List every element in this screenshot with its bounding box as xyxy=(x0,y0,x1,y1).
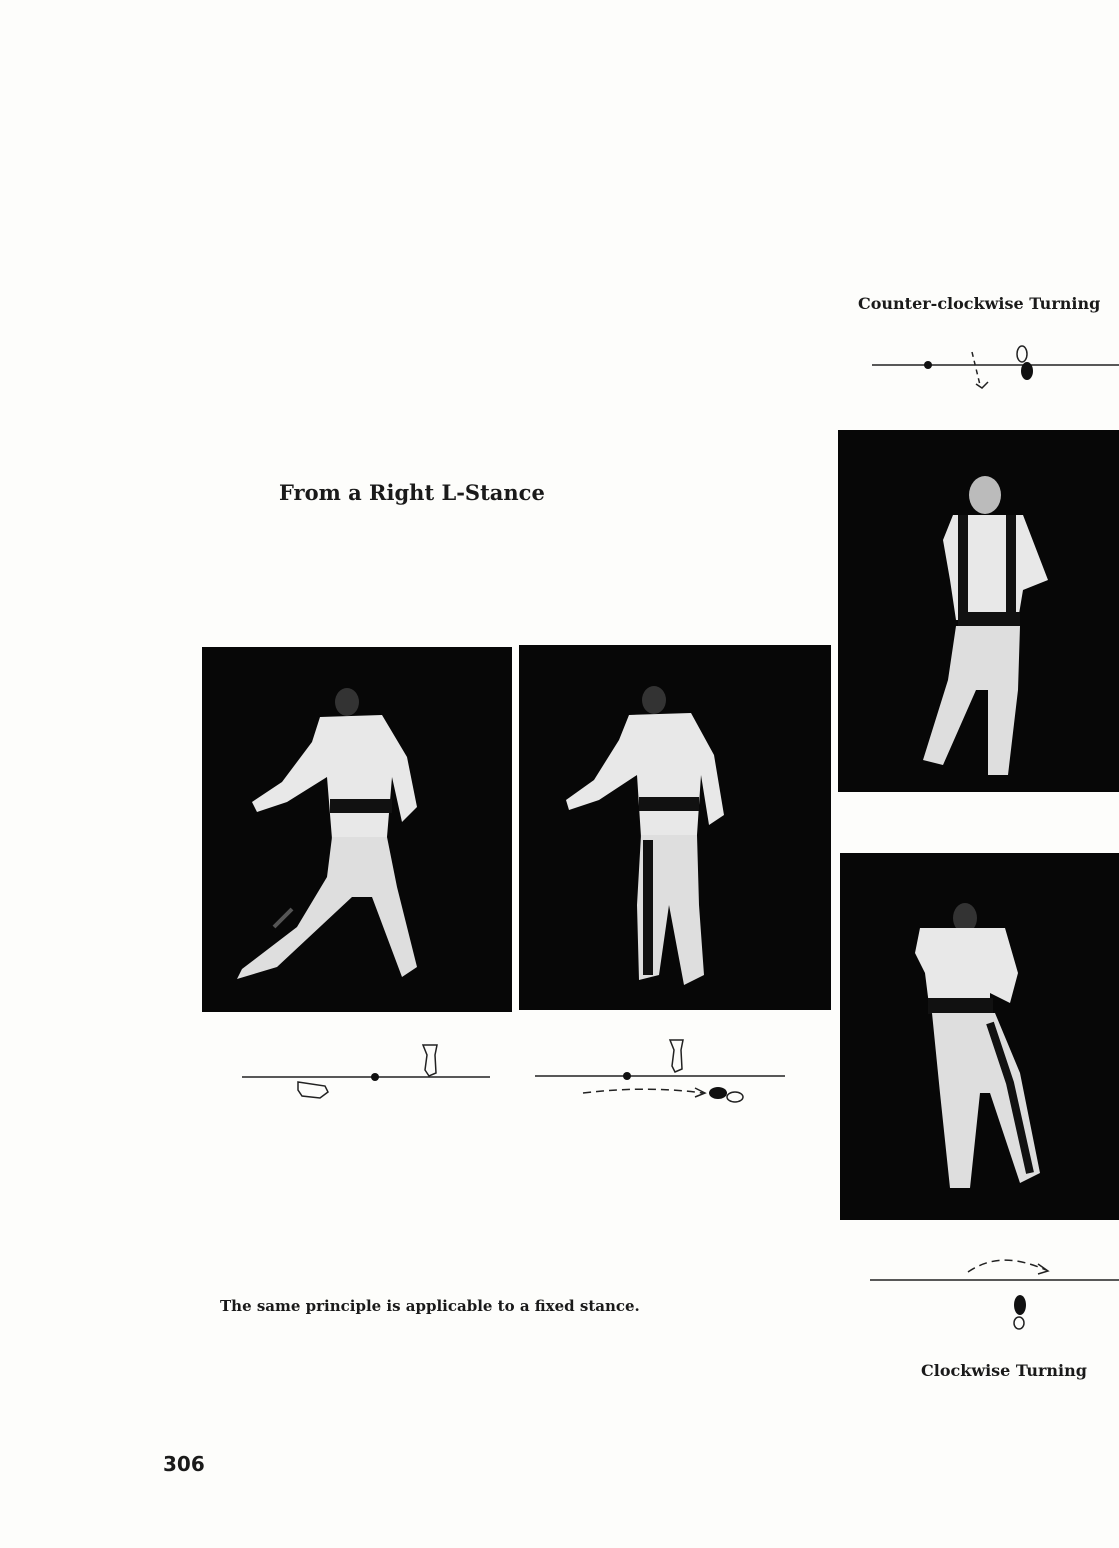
clockwise-foot-diagram xyxy=(868,1250,1119,1335)
page-number: 306 xyxy=(163,1452,205,1476)
l-stance-foot-diagram xyxy=(240,1040,492,1105)
counter-clockwise-caption: Counter-clockwise Turning xyxy=(858,294,1101,313)
photo-clockwise xyxy=(840,853,1119,1220)
turning-step-foot-diagram xyxy=(533,1035,787,1110)
counter-clockwise-foot-diagram xyxy=(870,340,1119,400)
photo-counter-clockwise xyxy=(838,430,1119,792)
clockwise-caption: Clockwise Turning xyxy=(921,1361,1087,1380)
photo-turning-step xyxy=(519,645,831,1010)
body-text: The same principle is applicable to a fixed stance. xyxy=(220,1297,640,1315)
section-heading: From a Right L-Stance xyxy=(279,480,545,505)
photo-right-l-stance xyxy=(202,647,512,1012)
